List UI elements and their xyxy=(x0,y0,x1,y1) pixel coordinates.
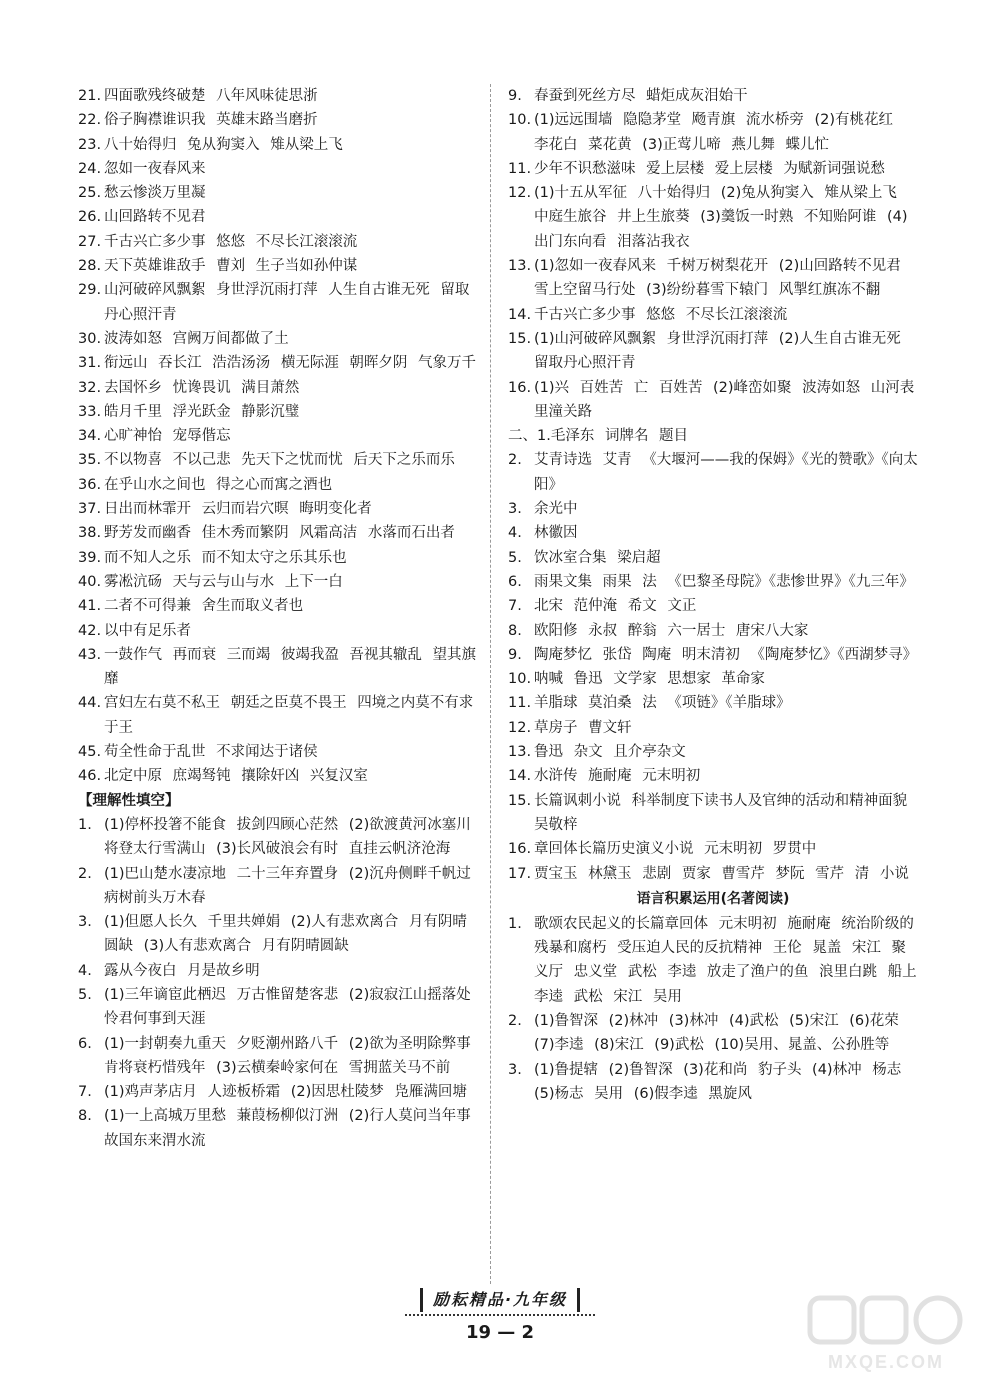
answer-item xyxy=(78,278,480,327)
item-text: 四面歌残终破楚 八年风味徒思浙 xyxy=(104,88,318,104)
answer-item xyxy=(78,691,480,740)
item-text: 歌颂农民起义的长篇章回体 元末明初 施耐庵 统治阶级的残暴和腐朽 受压迫人民的反抗精神 王伦 晁盖 宋江 聚义厅 忠义堂 武松 李逵 放走了渔户的鱼 浪里白跳 船上 李逵 武松 宋江 吴用 xyxy=(534,915,917,1005)
answer-item xyxy=(78,570,480,594)
item-text: 宫妇左右莫不私王 朝廷之臣莫不畏王 四境之内莫不有求于王 xyxy=(104,695,474,736)
answer-item xyxy=(78,181,480,205)
item-number: 15. xyxy=(508,792,532,809)
item-text: 不以物喜 不以己悲 先天下之忧而忧 后天下之乐而乐 xyxy=(104,452,455,469)
answer-item xyxy=(78,327,480,351)
item-text: 衔远山 吞长江 浩浩汤汤 横无际涯 朝晖夕阴 气象万千 xyxy=(104,355,477,372)
item-text: 羊脂球 莫泊桑 法 《项链》《羊脂球》 xyxy=(534,695,791,712)
item-number: 37. xyxy=(78,501,102,518)
watermark-logo xyxy=(800,1290,990,1380)
item-number: 40. xyxy=(78,573,102,590)
item-number: 2. xyxy=(508,1012,522,1029)
item-number: 3. xyxy=(78,914,92,931)
item-number: 45. xyxy=(78,744,102,761)
item-text: 草房子 曹文轩 xyxy=(534,719,632,736)
item-number: 14. xyxy=(508,768,532,785)
item-text: (1)鲁智深 (2)林冲 (3)林冲 (4)武松 (5)宋江 (6)花荣 (7)李逵 (8)宋江 (9)武松 (10)吴用、晁盖、公孙胜等 xyxy=(534,1012,899,1054)
item-number: 5. xyxy=(508,549,522,566)
item-text: 在乎山水之间也 得之心而寓之酒也 xyxy=(104,476,333,493)
answer-item xyxy=(78,764,480,788)
item-text: 心旷神怡 宠辱偕忘 xyxy=(104,428,231,445)
item-text: (1)远远围墙 隐隐茅堂 飏青旗 流水桥旁 (2)有桃花红 李花白 菜花黄 (3)正莺儿啼 燕儿舞 蝶儿忙 xyxy=(534,112,894,153)
answer-item xyxy=(508,497,918,521)
item-text: 苟全性命于乱世 不求闻达于诸侯 xyxy=(104,744,318,761)
answer-item xyxy=(508,521,918,545)
item-text: (1)巴山楚水凄凉地 二十三年弃置身 (2)沉舟侧畔千帆过 病树前头万木春 xyxy=(104,865,471,906)
item-text: 雾凇沆砀 天与云与山与水 上下一白 xyxy=(104,573,343,590)
item-text: 波涛如怒 宫阙万间都做了土 xyxy=(104,330,289,347)
answer-item xyxy=(508,303,918,327)
item-text: (1)鸡声茅店月 人迹板桥霜 (2)因思杜陵梦 凫雁满回塘 xyxy=(104,1084,467,1101)
item-text: 毛泽东 词牌名 题目 xyxy=(550,428,689,445)
answer-item xyxy=(508,764,918,788)
item-number: 13. xyxy=(508,258,532,275)
item-text: 饮冰室合集 梁启超 xyxy=(534,549,661,566)
answer-item xyxy=(78,448,480,472)
item-number: 10. xyxy=(508,112,532,129)
item-text: 雨果文集 雨果 法 《巴黎圣母院》《悲惨世界》《九三年》 xyxy=(534,573,914,590)
answer-item xyxy=(508,691,918,715)
item-number: 2. xyxy=(78,865,92,882)
answer-item xyxy=(78,619,480,643)
item-number: 36. xyxy=(78,476,102,493)
answer-item xyxy=(78,1080,480,1104)
answer-item xyxy=(508,181,918,254)
item-text: 去国怀乡 忧谗畏讥 满目萧然 xyxy=(104,379,300,396)
item-number: 11. xyxy=(508,695,532,712)
answer-item xyxy=(508,789,918,838)
item-number: 16. xyxy=(508,841,532,858)
item-text: 北定中原 庶竭驽钝 攘除奸凶 兴复汉室 xyxy=(104,768,368,785)
answer-item xyxy=(78,108,480,132)
item-number: 34. xyxy=(78,428,102,445)
answer-item xyxy=(78,910,480,959)
item-text: (1)鲁提辖 (2)鲁智深 (3)花和尚 豹子头 (4)林冲 杨志 (5)杨志 吴用 (6)假李逵 黑旋风 xyxy=(534,1061,902,1102)
item-text: 山回路转不见君 xyxy=(104,209,206,226)
answer-item xyxy=(78,424,480,448)
answer-item xyxy=(78,230,480,254)
item-number: 33. xyxy=(78,403,102,420)
answer-item xyxy=(78,84,480,108)
item-text: (1)三年谪宦此栖迟 万古惟留楚客悲 (2)寂寂江山摇落处 怜君何事到天涯 xyxy=(104,986,471,1028)
item-number: 6. xyxy=(78,1035,92,1052)
left-items-understanding xyxy=(78,813,480,1153)
item-text: 二者不可得兼 舍生而取义者也 xyxy=(104,598,304,615)
item-text: 北宋 范仲淹 希文 文正 xyxy=(534,598,697,615)
answer-item xyxy=(508,1009,918,1058)
right-column xyxy=(508,84,918,1106)
item-number: 二、1. xyxy=(508,428,551,445)
answer-item xyxy=(508,643,918,667)
item-text: 皓月千里 浮光跃金 静影沉璧 xyxy=(104,403,300,420)
item-text: (1)停杯投箸不能食 拔剑四顾心茫然 (2)欲渡黄河冰塞川 将登太行雪满山 (3)长风破浪会有时 直挂云帆济沧海 xyxy=(104,816,471,858)
answer-item xyxy=(508,108,918,157)
answer-item xyxy=(78,546,480,570)
item-number: 8. xyxy=(78,1108,92,1125)
item-number: 3. xyxy=(508,501,522,518)
answer-item xyxy=(78,497,480,521)
item-text: 呐喊 鲁迅 文学家 思想家 革命家 xyxy=(534,671,765,688)
item-number: 1. xyxy=(78,816,92,833)
answer-item xyxy=(508,157,918,181)
item-text: (1)忽如一夜春风来 千树万树梨花开 (2)山回路转不见君 雪上空留马行处 (3)纷纷暮雪下辕门 风掣红旗冻不翻 xyxy=(534,258,901,299)
item-number: 10. xyxy=(508,671,532,688)
item-number: 43. xyxy=(78,646,102,663)
answer-item xyxy=(508,912,918,1009)
item-text: 俗子胸襟谁识我 英雄末路当磨折 xyxy=(104,112,318,129)
item-number: 16. xyxy=(508,379,532,396)
watermark-stamp-icon xyxy=(800,1290,990,1350)
item-number: 15. xyxy=(508,330,532,347)
item-number: 32. xyxy=(78,379,102,396)
item-number: 11. xyxy=(508,160,532,177)
item-text: 千古兴亡多少事 悠悠 不尽长江滚滚流 xyxy=(534,306,788,323)
item-number: 46. xyxy=(78,768,102,785)
item-text: 而不知人之乐 而不知太守之乐其乐也 xyxy=(104,549,347,566)
item-text: 欧阳修 永叔 醉翁 六一居士 唐宋八大家 xyxy=(534,622,809,639)
watermark-text: MXQE.COM xyxy=(828,1352,945,1372)
section-title-understanding: 【理解性填空】 xyxy=(78,792,180,809)
answer-item xyxy=(508,667,918,691)
answer-item xyxy=(78,351,480,375)
item-text: 露从今夜白 月是故乡明 xyxy=(104,962,260,979)
item-number: 35. xyxy=(78,452,102,469)
item-text: (1)山河破碎风飘絮 身世浮沉雨打萍 (2)人生自古谁无死 留取丹心照汗青 xyxy=(534,330,901,372)
answer-item xyxy=(78,473,480,497)
item-number: 24. xyxy=(78,160,102,177)
answer-item xyxy=(508,570,918,594)
subsection-title-classics: 语言积累运用(名著阅读) xyxy=(636,890,790,907)
item-number: 5. xyxy=(78,986,92,1003)
item-number: 25. xyxy=(78,185,102,202)
answer-item xyxy=(508,837,918,861)
page-number: 19 — 2 xyxy=(465,1322,535,1343)
answer-item xyxy=(508,448,918,497)
item-text: 鲁迅 杂文 且介亭杂文 xyxy=(534,744,686,761)
left-items-recitation xyxy=(78,84,480,789)
item-number: 4. xyxy=(508,525,522,542)
answer-item xyxy=(508,546,918,570)
answer-item xyxy=(78,740,480,764)
item-text: 日出而林霏开 云归而岩穴暝 晦明变化者 xyxy=(104,501,372,518)
item-number: 13. xyxy=(508,744,532,761)
item-text: (1)十五从军征 八十始得归 (2)兔从狗窦入 雉从梁上飞 中庭生旅谷 井上生旅葵 (3)羹饭一时熟 不知贻阿谁 (4)出门东向看 泪落沾我衣 xyxy=(534,185,908,250)
item-text: 以中有足乐者 xyxy=(104,622,191,639)
item-text: 余光中 xyxy=(534,501,578,518)
item-number: 3. xyxy=(508,1061,522,1078)
item-text: 长篇讽刺小说 科举制度下读书人及官绅的活动和精神面貌 吴敬梓 xyxy=(534,792,908,833)
item-number: 17. xyxy=(508,865,532,882)
item-number: 4. xyxy=(78,962,92,979)
right-items-classics xyxy=(508,912,918,1106)
answer-item xyxy=(508,84,918,108)
right-items-answers xyxy=(508,84,918,886)
answer-item xyxy=(508,424,918,448)
item-number: 7. xyxy=(78,1084,92,1101)
answer-item xyxy=(78,862,480,911)
answer-item xyxy=(78,521,480,545)
answer-item xyxy=(78,133,480,157)
answer-item xyxy=(508,327,918,376)
answer-item xyxy=(78,594,480,618)
answer-item xyxy=(78,157,480,181)
item-number: 8. xyxy=(508,622,522,639)
item-text: 少年不识愁滋味 爱上层楼 爱上层楼 为赋新词强说愁 xyxy=(534,160,885,177)
answer-item xyxy=(508,740,918,764)
item-number: 41. xyxy=(78,598,102,615)
item-text: 林徽因 xyxy=(534,525,578,542)
item-text: 忽如一夜春风来 xyxy=(104,160,206,177)
answer-item xyxy=(78,254,480,278)
item-text: (1)但愿人长久 千里共婵娟 (2)人有悲欢离合 月有阴晴圆缺 (3)人有悲欢离合 月有阴晴圆缺 xyxy=(104,914,467,955)
item-number: 22. xyxy=(78,112,102,129)
item-text: 愁云惨淡万里凝 xyxy=(104,185,206,202)
answer-item xyxy=(78,983,480,1032)
answer-item xyxy=(508,594,918,618)
item-text: 千古兴亡多少事 悠悠 不尽长江滚滚流 xyxy=(104,233,358,250)
item-text: 一鼓作气 再而衰 三而竭 彼竭我盈 吾视其辙乱 望其旗靡 xyxy=(104,646,477,688)
footer-dotted-rule xyxy=(405,1314,595,1316)
item-text: 水浒传 施耐庵 元末明初 xyxy=(534,768,701,785)
item-number: 30. xyxy=(78,330,102,347)
answer-item xyxy=(78,959,480,983)
item-text: 艾青诗选 艾青 《大堰河——我的保姆》《光的赞歌》《向太阳》 xyxy=(534,452,918,493)
answer-item xyxy=(508,862,918,886)
answer-item xyxy=(78,376,480,400)
item-number: 9. xyxy=(508,646,522,663)
item-number: 7. xyxy=(508,598,522,615)
item-text: 野芳发而幽香 佳木秀而繁阴 风霜高洁 水落而石出者 xyxy=(104,525,455,542)
left-column xyxy=(78,84,480,1153)
answer-item xyxy=(508,716,918,740)
item-number: 6. xyxy=(508,573,522,590)
item-number: 1. xyxy=(508,915,522,932)
item-number: 31. xyxy=(78,355,102,372)
item-number: 21. xyxy=(78,88,102,104)
answer-item xyxy=(508,619,918,643)
answer-item xyxy=(508,376,918,425)
item-text: 天下英雄谁敌手 曹刘 生子当如孙仲谋 xyxy=(104,258,358,275)
item-text: 山河破碎风飘絮 身世浮沉雨打萍 人生自古谁无死 留取丹心照汗青 xyxy=(104,282,470,323)
item-text: 贾宝玉 林黛玉 悲剧 贾家 曹雪芹 梦阮 雪芹 清 小说 xyxy=(534,865,909,882)
item-number: 23. xyxy=(78,136,102,153)
answer-item xyxy=(508,1058,918,1107)
column-divider xyxy=(490,84,491,1284)
book-title: 励耘精品·九年级 xyxy=(420,1288,580,1312)
item-number: 29. xyxy=(78,282,102,299)
item-number: 28. xyxy=(78,258,102,275)
item-number: 9. xyxy=(508,88,522,104)
item-text: 陶庵梦忆 张岱 陶庵 明末清初 《陶庵梦忆》《西湖梦寻》 xyxy=(534,646,918,663)
item-number: 27. xyxy=(78,233,102,250)
answer-item xyxy=(78,1032,480,1081)
item-number: 42. xyxy=(78,622,102,639)
item-number: 12. xyxy=(508,185,532,202)
item-number: 2. xyxy=(508,452,522,469)
item-text: (1)一上高城万里愁 蒹葭杨柳似汀洲 (2)行人莫问当年事 故国东来渭水流 xyxy=(104,1108,471,1149)
item-number: 26. xyxy=(78,209,102,226)
answer-item xyxy=(78,400,480,424)
answer-item xyxy=(78,1104,480,1153)
item-text: (1)一封朝奏九重天 夕贬潮州路八千 (2)欲为圣明除弊事 肯将衰朽惜残年 (3)云横秦岭家何在 雪拥蓝关马不前 xyxy=(104,1035,471,1076)
answer-item xyxy=(508,254,918,303)
item-text: (1)兴 百姓苦 亡 百姓苦 (2)峰峦如聚 波涛如怒 山河表里潼关路 xyxy=(534,379,915,420)
item-text: 章回体长篇历史演义小说 元末明初 罗贯中 xyxy=(534,841,817,858)
answer-item xyxy=(78,205,480,229)
item-number: 14. xyxy=(508,306,532,323)
answer-item xyxy=(78,643,480,692)
item-number: 39. xyxy=(78,549,102,566)
answer-item xyxy=(78,813,480,862)
item-number: 44. xyxy=(78,695,102,712)
item-text: 春蚕到死丝方尽 蜡炬成灰泪始干 xyxy=(534,88,748,104)
item-number: 38. xyxy=(78,525,102,542)
item-number: 12. xyxy=(508,719,532,736)
item-text: 八十始得归 兔从狗窦入 雉从梁上飞 xyxy=(104,136,343,153)
